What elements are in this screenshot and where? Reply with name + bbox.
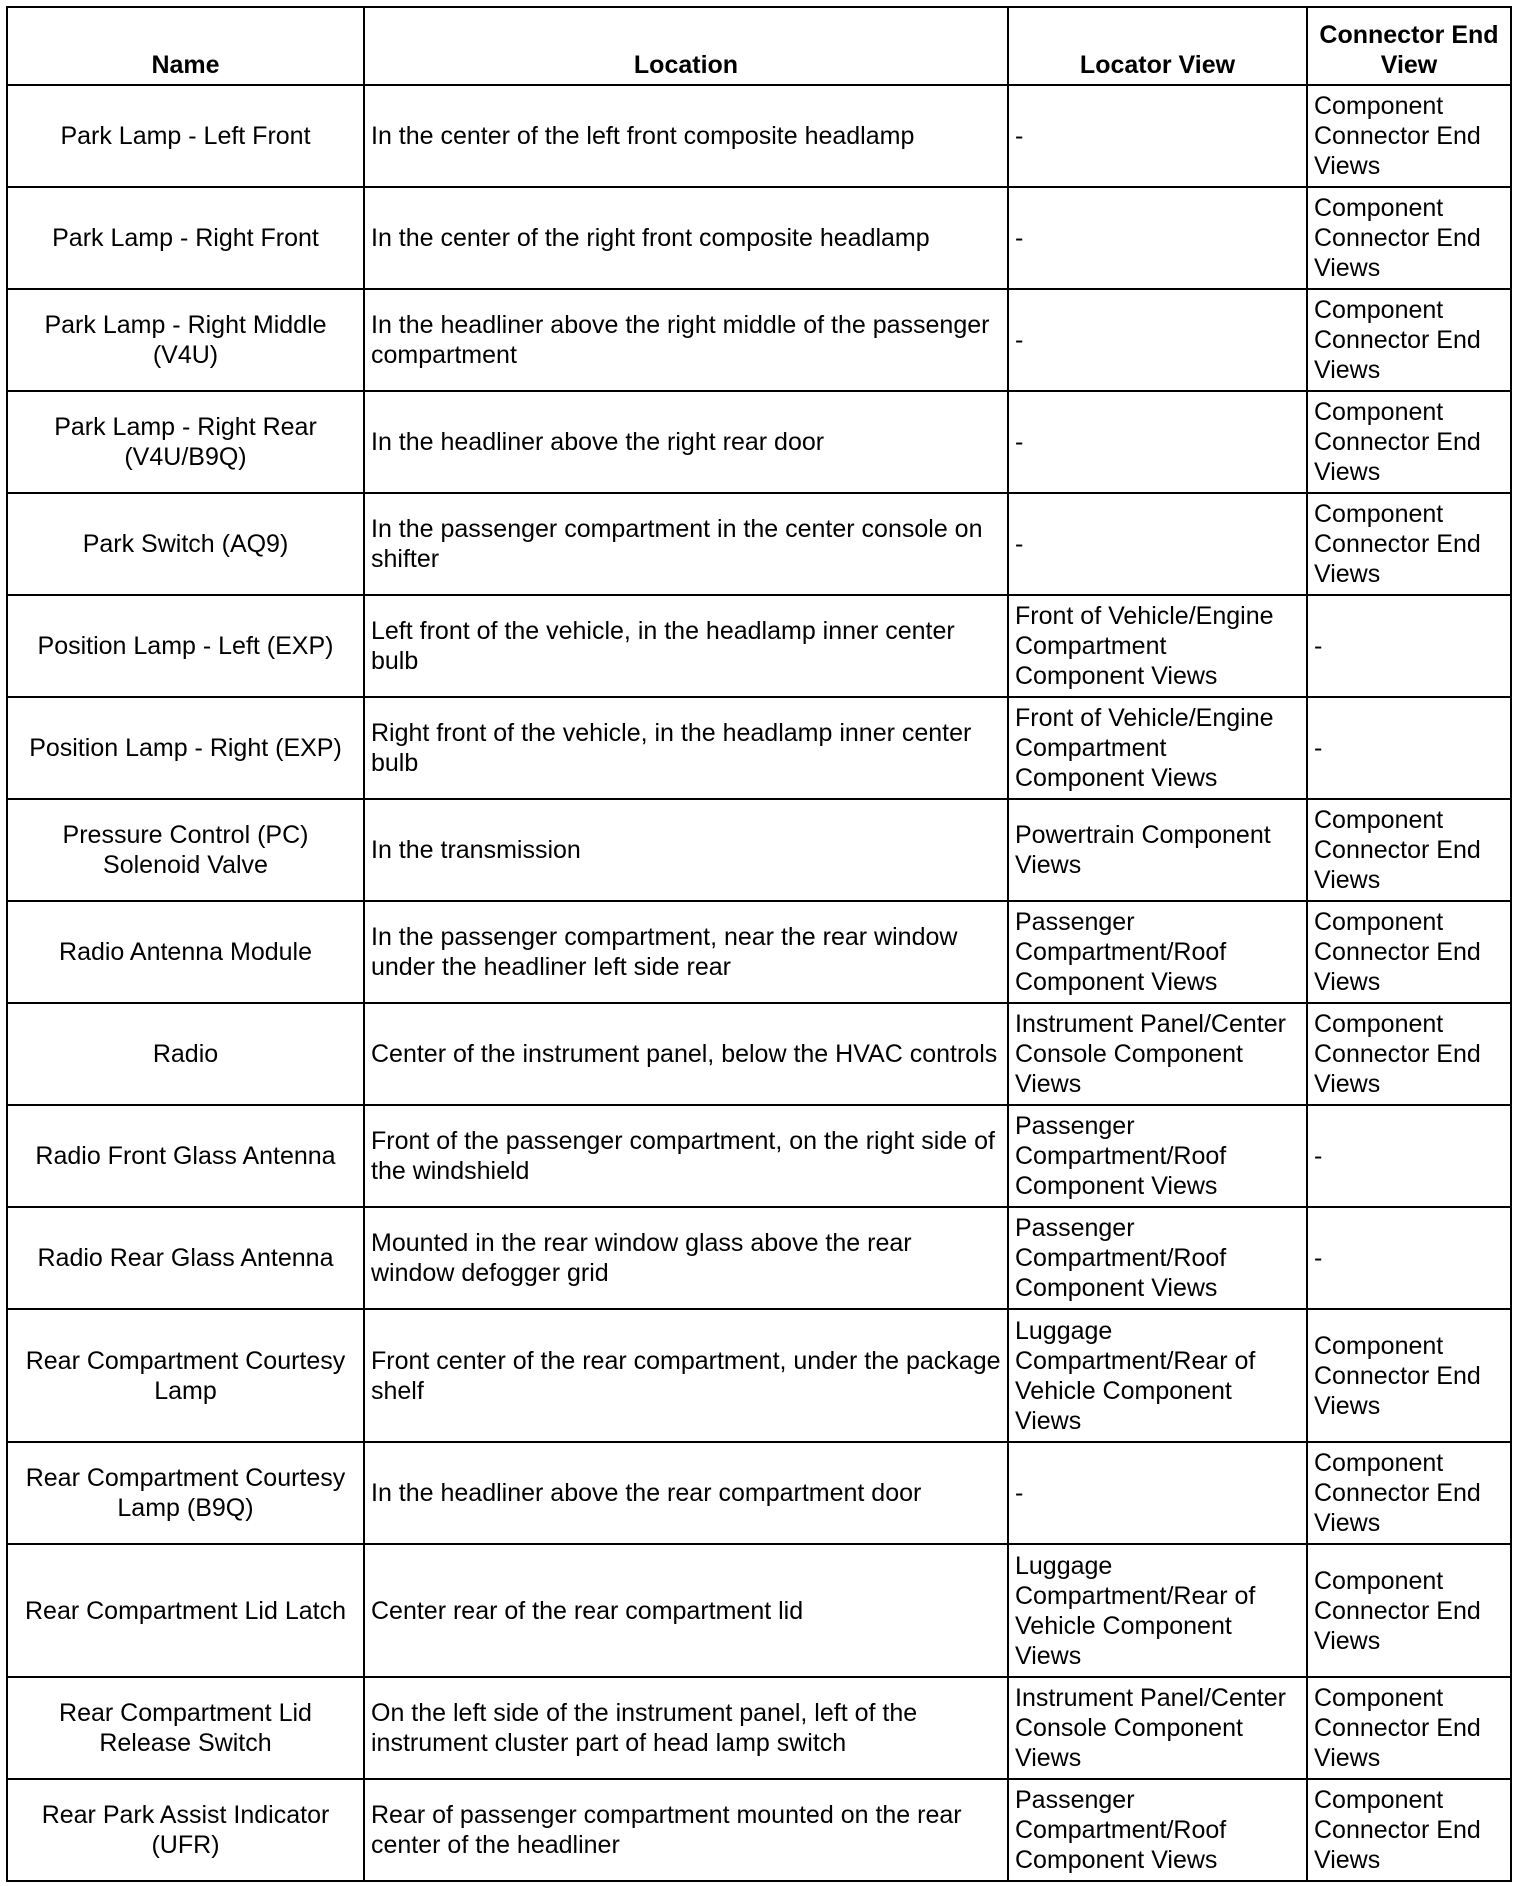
table-row <box>7 1105 1511 1207</box>
location-cell: In the headliner above the right rear door <box>364 391 1008 493</box>
location-cell: In the headliner above the rear compartment door <box>364 1442 1008 1544</box>
connector-end-view-cell: Component Connector End Views <box>1307 901 1511 1003</box>
locator-view-cell: Luggage Compartment/Rear of Vehicle Component Views <box>1008 1309 1307 1442</box>
locator-view-cell: Front of Vehicle/Engine Compartment Component Views <box>1008 697 1307 799</box>
connector-end-view-cell: Component Connector End Views <box>1307 289 1511 391</box>
header-locator-view: Locator View <box>1008 7 1307 85</box>
table-row <box>7 1442 1511 1544</box>
locator-view-cell: Front of Vehicle/Engine Compartment Component Views <box>1008 595 1307 697</box>
connector-end-view-cell: Component Connector End Views <box>1307 1003 1511 1105</box>
connector-end-view-cell: - <box>1307 595 1511 697</box>
name-cell: Rear Park Assist Indicator (UFR) <box>7 1779 364 1881</box>
header-location: Location <box>364 7 1008 85</box>
locator-view-cell: - <box>1008 391 1307 493</box>
location-cell: On the left side of the instrument panel, left of the instrument cluster part of head lamp switch <box>364 1677 1008 1779</box>
locator-view-cell: Passenger Compartment/Roof Component Views <box>1008 1207 1307 1309</box>
header-connector-end-view: Connector End View <box>1307 7 1511 85</box>
locator-view-cell: - <box>1008 1442 1307 1544</box>
connector-end-view-cell: Component Connector End Views <box>1307 187 1511 289</box>
location-cell: Front center of the rear compartment, under the package shelf <box>364 1309 1008 1442</box>
name-cell: Park Switch (AQ9) <box>7 493 364 595</box>
name-cell: Rear Compartment Courtesy Lamp <box>7 1309 364 1442</box>
location-cell: In the center of the right front composite headlamp <box>364 187 1008 289</box>
name-cell: Park Lamp - Right Rear (V4U/B9Q) <box>7 391 364 493</box>
connector-end-view-cell: Component Connector End Views <box>1307 493 1511 595</box>
location-cell: Center rear of the rear compartment lid <box>364 1544 1008 1677</box>
locator-view-cell: Passenger Compartment/Roof Component Views <box>1008 901 1307 1003</box>
name-cell: Pressure Control (PC) Solenoid Valve <box>7 799 364 901</box>
name-cell: Position Lamp - Left (EXP) <box>7 595 364 697</box>
connector-end-view-cell: Component Connector End Views <box>1307 799 1511 901</box>
locator-view-cell: Luggage Compartment/Rear of Vehicle Component Views <box>1008 1544 1307 1677</box>
name-cell: Park Lamp - Left Front <box>7 85 364 187</box>
table-row <box>7 1779 1511 1881</box>
table-row <box>7 1309 1511 1442</box>
table-row <box>7 697 1511 799</box>
locator-view-cell: - <box>1008 493 1307 595</box>
name-cell: Radio Front Glass Antenna <box>7 1105 364 1207</box>
component-locator-table <box>6 6 1512 1882</box>
header-name: Name <box>7 7 364 85</box>
name-cell: Rear Compartment Courtesy Lamp (B9Q) <box>7 1442 364 1544</box>
table-row <box>7 391 1511 493</box>
connector-end-view-cell: Component Connector End Views <box>1307 1677 1511 1779</box>
connector-end-view-cell: - <box>1307 1207 1511 1309</box>
table-row <box>7 493 1511 595</box>
location-cell: In the transmission <box>364 799 1008 901</box>
name-cell: Position Lamp - Right (EXP) <box>7 697 364 799</box>
locator-view-cell: - <box>1008 187 1307 289</box>
connector-end-view-cell: Component Connector End Views <box>1307 1309 1511 1442</box>
table-row <box>7 1544 1511 1677</box>
location-cell: In the passenger compartment in the center console on shifter <box>364 493 1008 595</box>
name-cell: Park Lamp - Right Middle (V4U) <box>7 289 364 391</box>
table-row <box>7 289 1511 391</box>
location-cell: Left front of the vehicle, in the headlamp inner center bulb <box>364 595 1008 697</box>
connector-end-view-cell: - <box>1307 1105 1511 1207</box>
connector-end-view-cell: Component Connector End Views <box>1307 1779 1511 1881</box>
location-cell: In the headliner above the right middle of the passenger compartment <box>364 289 1008 391</box>
table-row <box>7 595 1511 697</box>
location-cell: Mounted in the rear window glass above the rear window defogger grid <box>364 1207 1008 1309</box>
table-row <box>7 901 1511 1003</box>
location-cell: In the passenger compartment, near the rear window under the headliner left side rear <box>364 901 1008 1003</box>
locator-view-cell: Passenger Compartment/Roof Component Views <box>1008 1105 1307 1207</box>
table-row <box>7 1207 1511 1309</box>
locator-view-cell: - <box>1008 85 1307 187</box>
name-cell: Rear Compartment Lid Release Switch <box>7 1677 364 1779</box>
connector-end-view-cell: Component Connector End Views <box>1307 85 1511 187</box>
location-cell: Center of the instrument panel, below the HVAC controls <box>364 1003 1008 1105</box>
connector-end-view-cell: Component Connector End Views <box>1307 1442 1511 1544</box>
header-row <box>7 7 1511 85</box>
locator-view-cell: Powertrain Component Views <box>1008 799 1307 901</box>
connector-end-view-cell: - <box>1307 697 1511 799</box>
locator-view-cell: - <box>1008 289 1307 391</box>
locator-view-cell: Passenger Compartment/Roof Component Views <box>1008 1779 1307 1881</box>
connector-end-view-cell: Component Connector End Views <box>1307 391 1511 493</box>
location-cell: Front of the passenger compartment, on the right side of the windshield <box>364 1105 1008 1207</box>
locator-view-cell: Instrument Panel/Center Console Component Views <box>1008 1003 1307 1105</box>
name-cell: Park Lamp - Right Front <box>7 187 364 289</box>
table-row <box>7 187 1511 289</box>
name-cell: Radio Antenna Module <box>7 901 364 1003</box>
table-row <box>7 85 1511 187</box>
location-cell: Rear of passenger compartment mounted on the rear center of the headliner <box>364 1779 1008 1881</box>
table-row <box>7 799 1511 901</box>
name-cell: Rear Compartment Lid Latch <box>7 1544 364 1677</box>
name-cell: Radio <box>7 1003 364 1105</box>
location-cell: Right front of the vehicle, in the headlamp inner center bulb <box>364 697 1008 799</box>
table-row <box>7 1003 1511 1105</box>
table-row <box>7 1677 1511 1779</box>
name-cell: Radio Rear Glass Antenna <box>7 1207 364 1309</box>
connector-end-view-cell: Component Connector End Views <box>1307 1544 1511 1677</box>
location-cell: In the center of the left front composite headlamp <box>364 85 1008 187</box>
locator-view-cell: Instrument Panel/Center Console Component Views <box>1008 1677 1307 1779</box>
